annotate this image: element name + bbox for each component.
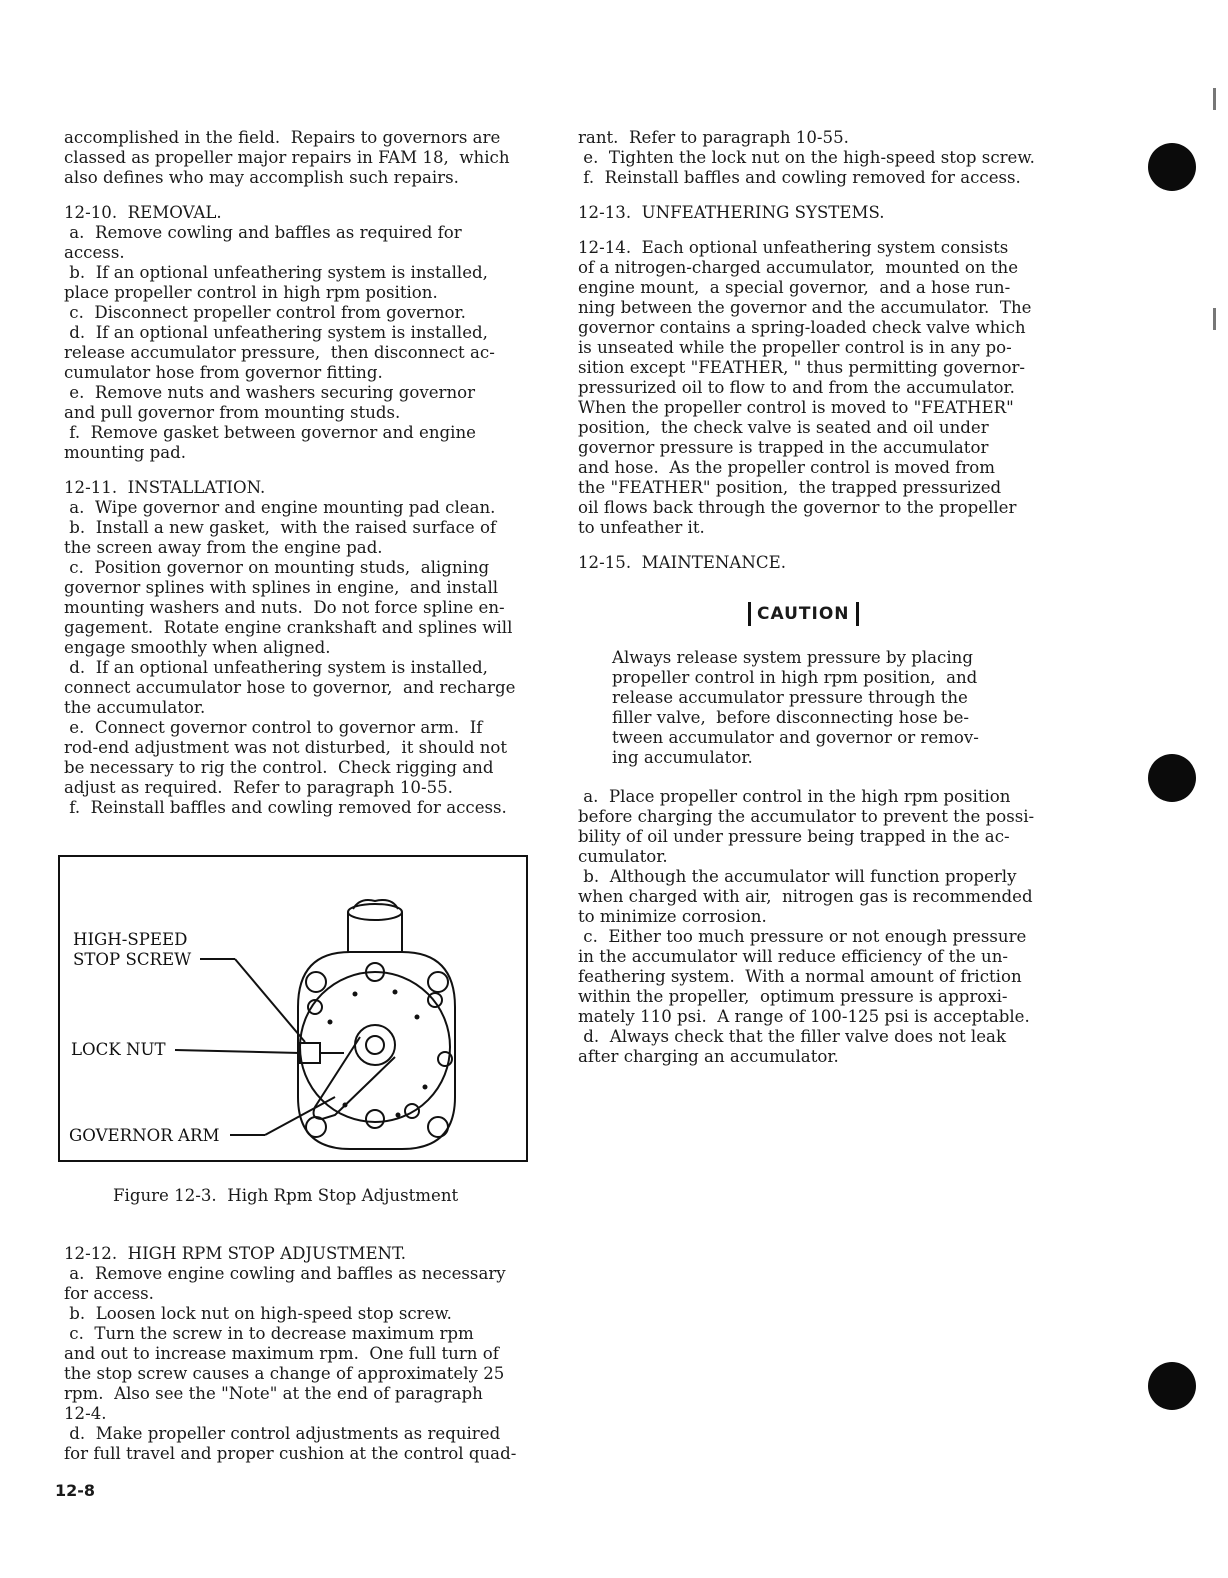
text-line: feathering system. With a normal amount of friction <box>578 967 1022 986</box>
text-line: when charged with air, nitrogen gas is recommended <box>578 887 1033 906</box>
text-line: before charging the accumulator to prevent the possi- <box>578 807 1035 826</box>
unfeathering-paragraph <box>578 238 1066 538</box>
leader-line <box>235 959 305 1042</box>
text-line: f. Reinstall baffles and cowling removed for access. <box>64 798 507 817</box>
text-line: d. Always check that the filler valve does not leak <box>578 1027 1007 1046</box>
text-line: to unfeather it. <box>578 518 705 537</box>
shaft <box>366 1036 384 1054</box>
flange-stud <box>366 1110 384 1128</box>
text-line: governor contains a spring-loaded check valve which <box>578 318 1026 337</box>
text-line: engage smoothly when aligned. <box>64 638 331 657</box>
text-line: a. Place propeller control in the high rpm position <box>578 787 1011 806</box>
text-line: sition except "FEATHER, " thus permitting governor- <box>578 358 1025 377</box>
text-line: oil flows back through the governor to the propeller <box>578 498 1017 517</box>
text-line: is unseated while the propeller control is in any po- <box>578 338 1012 357</box>
text-line: release accumulator pressure, then disconnect ac- <box>64 343 495 362</box>
text-line: the accumulator. <box>64 698 206 717</box>
text-line: e. Connect governor control to governor arm. If <box>64 718 483 737</box>
text-line: b. Loosen lock nut on high-speed stop screw. <box>64 1304 452 1323</box>
maintenance-steps <box>578 787 1066 1067</box>
unfeathering-heading: 12-13. UNFEATHERING SYSTEMS. <box>578 203 885 222</box>
text-line: cumulator. <box>578 847 668 866</box>
text-line: place propeller control in high rpm position. <box>64 283 438 302</box>
text-line: 12-4. <box>64 1404 107 1423</box>
text-line: within the propeller, optimum pressure is approxi- <box>578 987 1008 1006</box>
label-governor-arm: GOVERNOR ARM <box>69 1126 220 1145</box>
text-line: a. Wipe governor and engine mounting pad clean. <box>64 498 496 517</box>
text-line: d. If an optional unfeathering system is installed, <box>64 658 488 677</box>
text-line: bility of oil under pressure being trapped in the ac- <box>578 827 1010 846</box>
text-line: access. <box>64 243 125 262</box>
text-line: 12-14. Each optional unfeathering system consists <box>578 238 1009 257</box>
text-line: filler valve, before disconnecting hose be- <box>612 708 970 727</box>
text-line: be necessary to rig the control. Check rigging and <box>64 758 494 777</box>
installation-heading: 12-11. INSTALLATION. <box>64 478 266 497</box>
text-line: f. Remove gasket between governor and engine <box>64 423 476 442</box>
text-line: for full travel and proper cushion at the control quad- <box>64 1444 517 1463</box>
text-line: and hose. As the propeller control is moved from <box>578 458 996 477</box>
text-line: the screen away from the engine pad. <box>64 538 383 557</box>
edge-mark <box>1213 308 1216 330</box>
text-line: b. Although the accumulator will function properly <box>578 867 1017 886</box>
body-bolt <box>428 972 448 992</box>
figure-12-3 <box>58 855 528 1162</box>
removal-heading: 12-10. REMOVAL. <box>64 203 222 222</box>
label-stop-screw: STOP SCREW <box>73 950 192 969</box>
text-line: b. Install a new gasket, with the raised surface of <box>64 518 497 537</box>
text-line: of a nitrogen-charged accumulator, mounted on the <box>578 258 1019 277</box>
stop-adjustment-heading: 12-12. HIGH RPM STOP ADJUSTMENT. <box>64 1244 406 1263</box>
text-line: cumulator hose from governor fitting. <box>64 363 383 382</box>
text-line: release accumulator pressure through the <box>612 688 968 707</box>
left-column-lower <box>64 1244 542 1464</box>
text-line: to minimize corrosion. <box>578 907 767 926</box>
body-bolt <box>428 1117 448 1137</box>
text-line: pressurized oil to flow to and from the accumulator. <box>578 378 1015 397</box>
text-line: classed as propeller major repairs in FAM 18, which <box>64 148 510 167</box>
flange-ring <box>300 972 450 1122</box>
installation-steps <box>64 498 542 818</box>
text-line: and out to increase maximum rpm. One full turn of <box>64 1344 499 1363</box>
body-bolt <box>306 1117 326 1137</box>
label-lock-nut: LOCK NUT <box>71 1040 166 1059</box>
text-line: d. If an optional unfeathering system is installed, <box>64 323 488 342</box>
text-line: connect accumulator hose to governor, and recharge <box>64 678 516 697</box>
text-line: c. Turn the screw in to decrease maximum rpm <box>64 1324 474 1343</box>
text-line: mounting pad. <box>64 443 187 462</box>
text-line: adjust as required. Refer to paragraph 10-55. <box>64 778 453 797</box>
label-high-speed: HIGH-SPEED <box>73 930 188 949</box>
punch-hole <box>1148 754 1196 802</box>
text-line: e. Tighten the lock nut on the high-speed stop screw. <box>578 148 1035 167</box>
text-line: governor pressure is trapped in the accumulator <box>578 438 989 457</box>
text-line: accomplished in the field. Repairs to governors are <box>64 128 501 147</box>
text-line: the "FEATHER" position, the trapped pressurized <box>578 478 1002 497</box>
text-line: When the propeller control is moved to "FEATHER" <box>578 398 1014 417</box>
text-line: ning between the governor and the accumulator. The <box>578 298 1032 317</box>
text-line: after charging an accumulator. <box>578 1047 839 1066</box>
text-line: rant. Refer to paragraph 10-55. <box>578 128 849 147</box>
text-line: b. If an optional unfeathering system is installed, <box>64 263 488 282</box>
text-line: position, the check valve is seated and oil under <box>578 418 989 437</box>
punch-hole <box>1148 1362 1196 1410</box>
edge-mark <box>1213 88 1216 110</box>
removal-steps <box>64 223 542 463</box>
text-line: governor splines with splines in engine, and install <box>64 578 499 597</box>
text-line: gagement. Rotate engine crankshaft and splines will <box>64 618 513 637</box>
flange-stud <box>405 1104 419 1118</box>
text-line: Always release system pressure by placing <box>612 648 973 667</box>
text-line: a. Remove cowling and baffles as required for <box>64 223 462 242</box>
text-line: e. Remove nuts and washers securing governor <box>64 383 476 402</box>
flange-stud <box>428 993 442 1007</box>
governor-illustration <box>60 857 526 1160</box>
text-line: f. Reinstall baffles and cowling removed for access. <box>578 168 1021 187</box>
shaft-housing <box>355 1025 395 1065</box>
text-line: c. Either too much pressure or not enough pressure <box>578 927 1027 946</box>
text-line: engine mount, a special governor, and a hose run- <box>578 278 1011 297</box>
text-line: mately 110 psi. A range of 100-125 psi is acceptable. <box>578 1007 1030 1026</box>
text-line: in the accumulator will reduce efficiency of the un- <box>578 947 1009 966</box>
maintenance-heading: 12-15. MAINTENANCE. <box>578 553 786 572</box>
caution-text <box>612 648 979 768</box>
leader-line <box>175 1050 300 1053</box>
figure-caption: Figure 12-3. High Rpm Stop Adjustment <box>113 1186 459 1205</box>
body-bolt <box>306 972 326 992</box>
text-line: mounting washers and nuts. Do not force spline en- <box>64 598 505 617</box>
text-line: the stop screw causes a change of approximately 25 <box>64 1364 505 1383</box>
text-line: propeller control in high rpm position, and <box>612 668 978 687</box>
text-line: and pull governor from mounting studs. <box>64 403 401 422</box>
text-line: a. Remove engine cowling and baffles as necessary <box>64 1264 506 1283</box>
caution-label: CAUTION <box>748 602 859 626</box>
lock-nut <box>300 1043 320 1063</box>
right-column <box>578 128 1066 573</box>
text-line: for access. <box>64 1284 154 1303</box>
text-line: c. Position governor on mounting studs, aligning <box>64 558 490 577</box>
left-column <box>64 128 542 818</box>
text-line: also defines who may accomplish such repairs. <box>64 168 459 187</box>
governor-neck-top <box>348 904 402 920</box>
text-line: ing accumulator. <box>612 748 753 767</box>
page-number: 12-8 <box>55 1481 96 1500</box>
text-line: c. Disconnect propeller control from governor. <box>64 303 466 322</box>
punch-hole <box>1148 143 1196 191</box>
text-line: rpm. Also see the "Note" at the end of paragraph <box>64 1384 483 1403</box>
text-line: rod-end adjustment was not disturbed, it should not <box>64 738 508 757</box>
text-line: d. Make propeller control adjustments as required <box>64 1424 501 1443</box>
text-line: tween accumulator and governor or remov- <box>612 728 979 747</box>
intro-paragraph <box>64 128 542 188</box>
